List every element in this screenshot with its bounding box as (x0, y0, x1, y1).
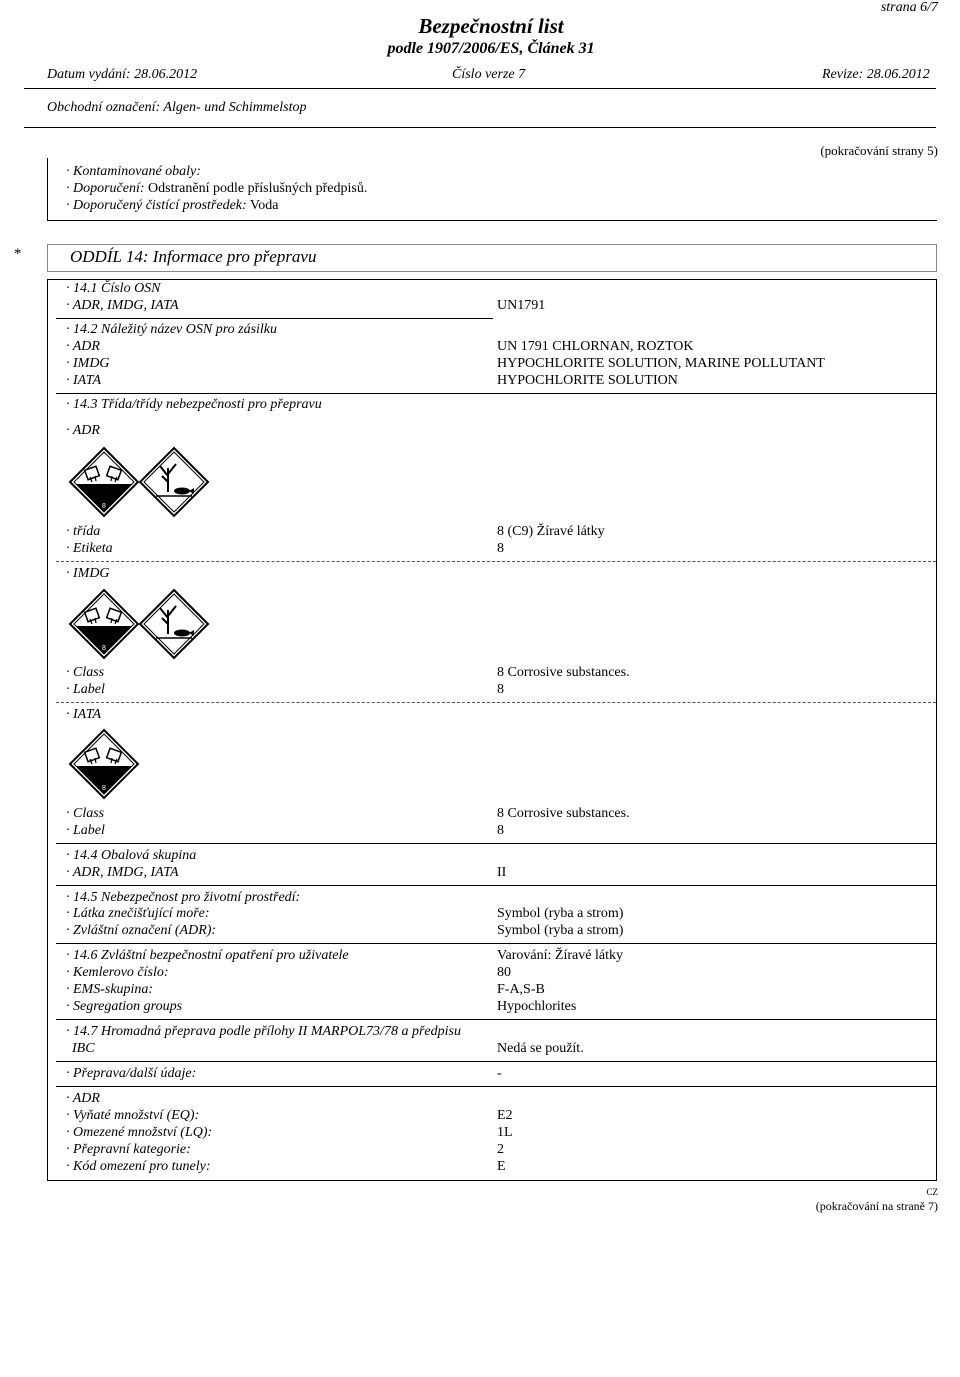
page-number: strana 6/7 (880, 0, 938, 15)
corrosive-pictogram-icon (68, 588, 140, 660)
shipping-name-adr-key: · ADR (66, 339, 100, 354)
packing-group-value: II (497, 865, 507, 880)
cleaning-agent-value: Voda (246, 198, 279, 213)
pre-block-left-rule (47, 158, 48, 220)
limited-quantity-value: 1L (497, 1125, 513, 1140)
trade-name-divider (24, 127, 936, 128)
row-divider (56, 1019, 936, 1020)
shipping-name-adr-value: UN 1791 CHLORNAN, ROZTOK (497, 339, 694, 354)
iata-heading: · IATA (66, 707, 101, 722)
issue-date: Datum vydání: 28.06.2012 (47, 67, 198, 82)
pre-block-bottom-rule (47, 220, 937, 221)
row-divider (56, 318, 493, 319)
recommendation (66, 181, 367, 197)
country-code: CZ (926, 1187, 938, 1197)
row-divider (56, 843, 936, 844)
ibc-value: Nedá se použít. (497, 1041, 584, 1056)
un-number-key: · ADR, IMDG, IATA (66, 298, 179, 313)
imdg-label-value: 8 (497, 682, 504, 697)
special-precautions-key: · 14.6 Zvláštní bezpečnostní opatření pro uživatele (66, 948, 349, 963)
svg-text:8: 8 (102, 645, 106, 652)
transport-category-key: · Přepravní kategorie: (66, 1142, 191, 1157)
shipping-name-heading: · 14.2 Náležitý název OSN pro zásilku (66, 322, 278, 337)
tunnel-code-key: · Kód omezení pro tunely: (66, 1159, 211, 1174)
shipping-name-iata-value: HYPOCHLORITE SOLUTION (497, 373, 678, 388)
kemler-number-key: · Kemlerovo číslo: (66, 965, 169, 980)
special-precautions-value: Varování: Žíravé látky (497, 948, 623, 963)
packing-group-key: · ADR, IMDG, IATA (66, 865, 179, 880)
version-number: Číslo verze 7 (452, 67, 526, 82)
revision-star: * (14, 246, 22, 262)
ems-group-value: F-A,S-B (497, 982, 545, 997)
recommendation-value: Odstranění podle příslušných předpisů. (144, 181, 368, 196)
cleaning-agent-label: · Doporučený čistící prostředek: (66, 198, 247, 213)
transport-other-key: · Přeprava/další údaje: (66, 1066, 197, 1081)
excepted-quantity-value: E2 (497, 1108, 513, 1123)
adr-heading: · ADR (66, 423, 100, 438)
excepted-quantity-key: · Vyňaté množství (EQ): (66, 1108, 200, 1123)
iata-class-value: 8 Corrosive substances. (497, 806, 630, 821)
row-divider (56, 943, 936, 944)
limited-quantity-key: · Omezené množství (LQ): (66, 1125, 213, 1140)
packing-group-heading: · 14.4 Obalová skupina (66, 848, 197, 863)
segregation-groups-value: Hypochlorites (497, 999, 577, 1014)
ems-group-key: · EMS-skupina: (66, 982, 154, 997)
header-divider (24, 88, 936, 89)
adr-extra-heading: · ADR (66, 1091, 100, 1106)
document-subtitle: podle 1907/2006/ES, Článek 31 (387, 40, 595, 57)
adr-label-key: · Etiketa (66, 541, 113, 556)
svg-text:8: 8 (102, 785, 106, 792)
adr-label-value: 8 (497, 541, 504, 556)
recommendation-label: · Doporučení: (66, 181, 145, 196)
tunnel-code-value: E (497, 1159, 506, 1174)
imdg-class-value: 8 Corrosive substances. (497, 665, 630, 680)
marine-pollutant-value: Symbol (ryba a strom) (497, 906, 624, 921)
environment-hazard-pictogram-icon (138, 446, 210, 518)
un-number-heading: · 14.1 Číslo OSN (66, 281, 161, 296)
trade-name: Obchodní označení: Algen- und Schimmelstop (47, 100, 307, 115)
row-divider (56, 885, 936, 886)
transport-category-value: 2 (497, 1142, 504, 1157)
document-title: Bezpečnostní list (418, 14, 564, 38)
iata-class-key: · Class (66, 806, 105, 821)
row-divider (56, 1086, 936, 1087)
shipping-name-imdg-value: HYPOCHLORITE SOLUTION, MARINE POLLUTANT (497, 356, 825, 371)
corrosive-pictogram-icon (68, 446, 140, 518)
svg-text:8: 8 (102, 503, 106, 510)
special-marking-value: Symbol (ryba a strom) (497, 923, 624, 938)
section-title: ODDÍL 14: Informace pro přepravu (70, 247, 317, 266)
adr-class-key: · třída (66, 524, 101, 539)
hazard-class-heading: · 14.3 Třída/třídy nebezpečnosti pro přepravu (66, 397, 322, 412)
iata-label-key: · Label (66, 823, 105, 838)
un-number-value: UN1791 (497, 298, 546, 313)
bulk-transport-heading: · 14.7 Hromadná přeprava podle přílohy II MARPOL73/78 a předpisu (66, 1024, 461, 1039)
imdg-heading: · IMDG (66, 566, 110, 581)
shipping-name-iata-key: · IATA (66, 373, 101, 388)
revision-date: Revize: 28.06.2012 (822, 67, 930, 82)
cleaning-agent (66, 198, 278, 214)
environment-hazard-pictogram-icon (138, 588, 210, 660)
contaminated-packaging: · Kontaminované obaly: (66, 164, 201, 179)
row-divider (56, 1061, 936, 1062)
continuation-from: (pokračování strany 5) (820, 143, 938, 158)
iata-label-value: 8 (497, 823, 504, 838)
corrosive-pictogram-icon (68, 728, 140, 800)
shipping-name-imdg-key: · IMDG (66, 356, 110, 371)
segregation-groups-key: · Segregation groups (66, 999, 183, 1014)
marine-pollutant-key: · Látka znečišťující moře: (66, 906, 210, 921)
kemler-number-value: 80 (497, 965, 511, 980)
adr-class-value: 8 (C9) Žíravé látky (497, 524, 605, 539)
row-divider (56, 393, 936, 394)
ibc-key: IBC (72, 1041, 95, 1056)
dashed-divider (56, 702, 936, 703)
special-marking-key: · Zvláštní označení (ADR): (66, 923, 217, 938)
environmental-hazards-heading: · 14.5 Nebezpečnost pro životní prostředí: (66, 890, 301, 905)
imdg-class-key: · Class (66, 665, 105, 680)
continuation-to: (pokračování na straně 7) (815, 1199, 938, 1213)
dashed-divider (56, 561, 936, 562)
transport-other-value: - (497, 1066, 502, 1081)
section-content-frame (47, 279, 937, 1181)
imdg-label-key: · Label (66, 682, 105, 697)
